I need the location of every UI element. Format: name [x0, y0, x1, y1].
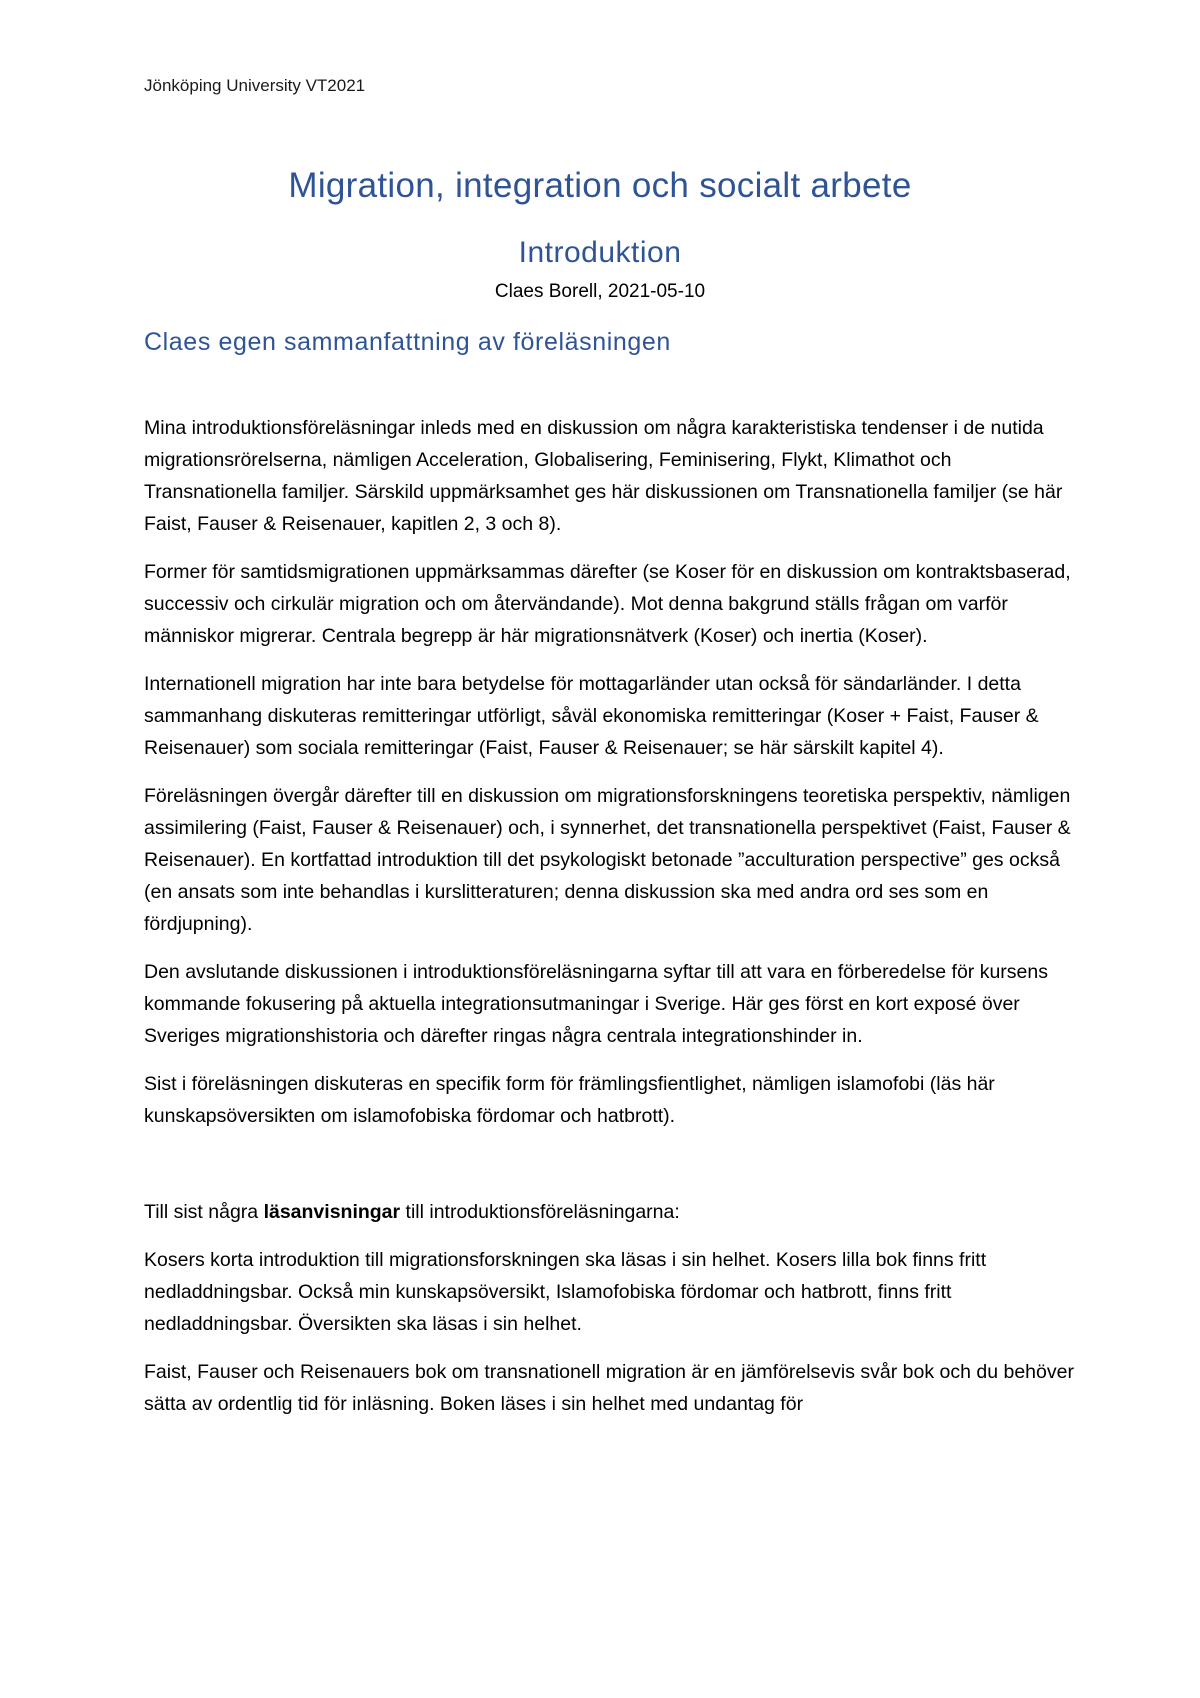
- document-title: Migration, integration och socialt arbete: [288, 166, 912, 205]
- body-paragraph: Föreläsningen övergår därefter till en diskussion om migrationsforskningens teoretiska perspektiv, nämligen assimilering (Faist, Fauser & Reisenauer) och, i synnerhet, det transnationella perspektivet (Faist, Fauser & Reisenauer). En kortfattad introduktion till det psykologiskt betonade ”acculturation perspective” ges också (en ansats som inte behandlas i kurslitteraturen; denna diskussion ska med andra ord ses som en fördjupning).: [144, 785, 1071, 935]
- reading-paragraph: Faist, Fauser och Reisenauers bok om transnationell migration är en jämförelsevis svår bok och du behöver sätta av ordentlig tid för inläsning. Boken läses i sin helhet med undantag för: [144, 1361, 1074, 1415]
- reading-intro-bold: läsanvisningar: [263, 1201, 401, 1223]
- body-paragraph: Mina introduktionsföreläsningar inleds med en diskussion om några karakteristiska tendenser i de nutida migrationsrörelserna, nämligen Acceleration, Globalisering, Feminisering, Flykt, Klimathot och Transnationella familjer. Särskild uppmärksamhet ges här diskussionen om Transnationella familjer (se här Faist, Fauser & Reisenauer, kapitlen 2, 3 och 8).: [144, 417, 1063, 535]
- page-header: Jönköping University VT2021: [144, 76, 366, 95]
- paragraph-spacer: [144, 1148, 1074, 1196]
- document-subtitle: Introduktion: [518, 236, 682, 269]
- section-heading: Claes egen sammanfattning av föreläsningen: [144, 328, 671, 356]
- body-paragraph: Sist i föreläsningen diskuteras en specifik form för främlingsfientlighet, nämligen islamofobi (läs här kunskapsöversikten om islamofobiska fördomar och hatbrott).: [144, 1073, 995, 1127]
- body-paragraph: Den avslutande diskussionen i introduktionsföreläsningarna syftar till att vara en förberedelse för kursens kommande fokusering på aktuella integrationsutmaningar i Sverige. Här ges först en kort exposé över Sveriges migrationshistoria och därefter ringas några centrala integrationshinder in.: [144, 961, 1048, 1047]
- author-line: Claes Borell, 2021-05-10: [494, 281, 706, 302]
- body-paragraph: Internationell migration har inte bara betydelse för mottagarländer utan också för sändarländer. I detta sammanhang diskuteras remitteringar utförligt, såväl ekonomiska remitteringar (Koser + Faist, Fauser & Reisenauer) som sociala remitteringar (Faist, Fauser & Reisenauer; se här särskilt kapitel 4).: [144, 673, 1039, 759]
- reading-intro-before: Till sist några: [144, 1201, 264, 1223]
- document-body: [144, 412, 1074, 1436]
- body-paragraph: Former för samtidsmigrationen uppmärksammas därefter (se Koser för en diskussion om kontraktsbaserad, successiv och cirkulär migration och om återvändande). Mot denna bakgrund ställs frågan om varför människor migrerar. Centrala begrepp är här migrationsnätverk (Koser) och inertia (Koser).: [144, 561, 1071, 647]
- reading-intro-after: till introduktionsföreläsningarna:: [400, 1201, 680, 1223]
- reading-intro: [144, 1196, 1074, 1228]
- reading-paragraph: Kosers korta introduktion till migrationsforskningen ska läsas i sin helhet. Kosers lilla bok finns fritt nedladdningsbar. Också min kunskapsöversikt, Islamofobiska fördomar och hatbrott, finns fritt nedladdningsbar. Översikten ska läsas i sin helhet.: [144, 1249, 987, 1335]
